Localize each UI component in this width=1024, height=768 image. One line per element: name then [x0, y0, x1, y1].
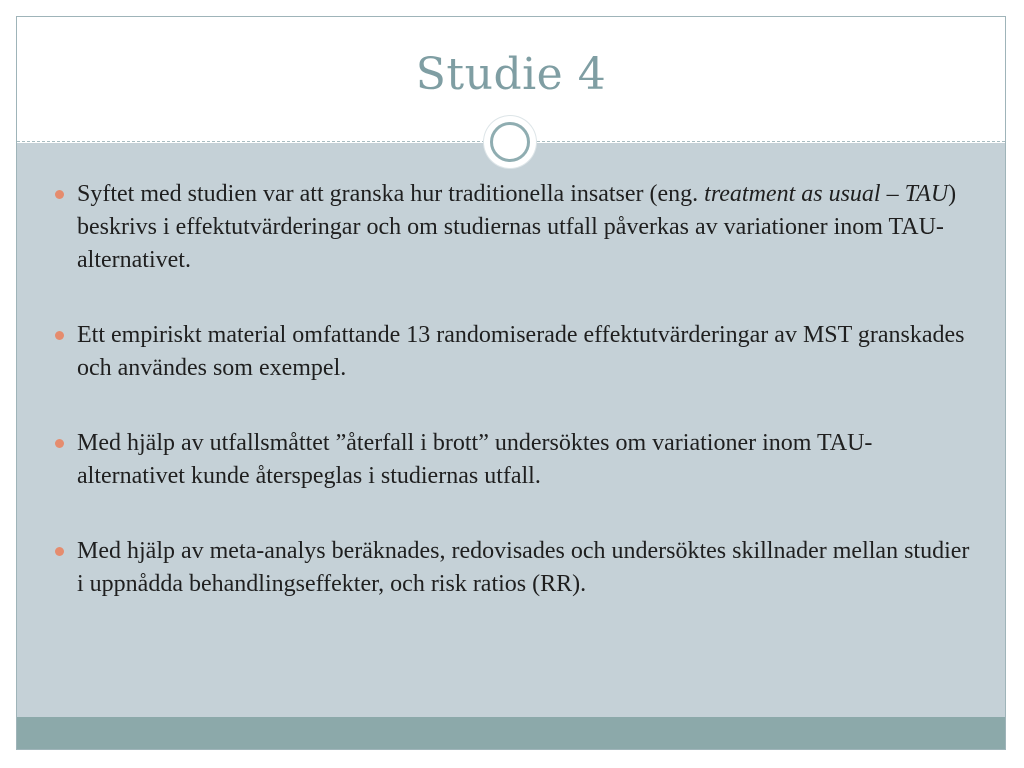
circle-ornament-ring [490, 122, 530, 162]
bullet-1-text-post: ) beskrivs i effektutvärderingar och om studiernas utfall påverkas av variationer inom TAU-alternativet. [77, 181, 957, 273]
bullet-list [55, 178, 975, 643]
bullet-dot-icon [55, 439, 64, 448]
bullet-dot-icon [55, 190, 64, 199]
bullet-item-2 [55, 319, 975, 385]
bullet-1-text-italic: treatment as usual – TAU [704, 181, 949, 207]
bullet-1-text-pre: Syftet med studien var att granska hur traditionella insatser (eng. [77, 181, 705, 207]
bullet-dot-icon [55, 547, 64, 556]
bullet-2-text: Ett empiriskt material omfattande 13 randomiserade effektutvärderingar av MST granskades och användes som exempel. [77, 322, 965, 381]
bullet-item-4 [55, 535, 975, 601]
bullet-item-3 [55, 427, 975, 493]
footer-bar [17, 717, 1005, 750]
bullet-item-1 [55, 178, 975, 277]
circle-ornament-icon [484, 116, 536, 168]
bullet-3-text: Med hjälp av utfallsmåttet ”återfall i brott” undersöktes om variationer inom TAU-alternativet kunde återspeglas i studiernas utfall. [77, 430, 873, 489]
bullet-dot-icon [55, 331, 64, 340]
slide [16, 16, 1006, 750]
slide-title: Studie 4 [415, 49, 607, 100]
bullet-4-text: Med hjälp av meta-analys beräknades, redovisades och undersöktes skillnader mellan studier i uppnådda behandlingseffekter, och risk ratios (RR). [77, 538, 970, 597]
